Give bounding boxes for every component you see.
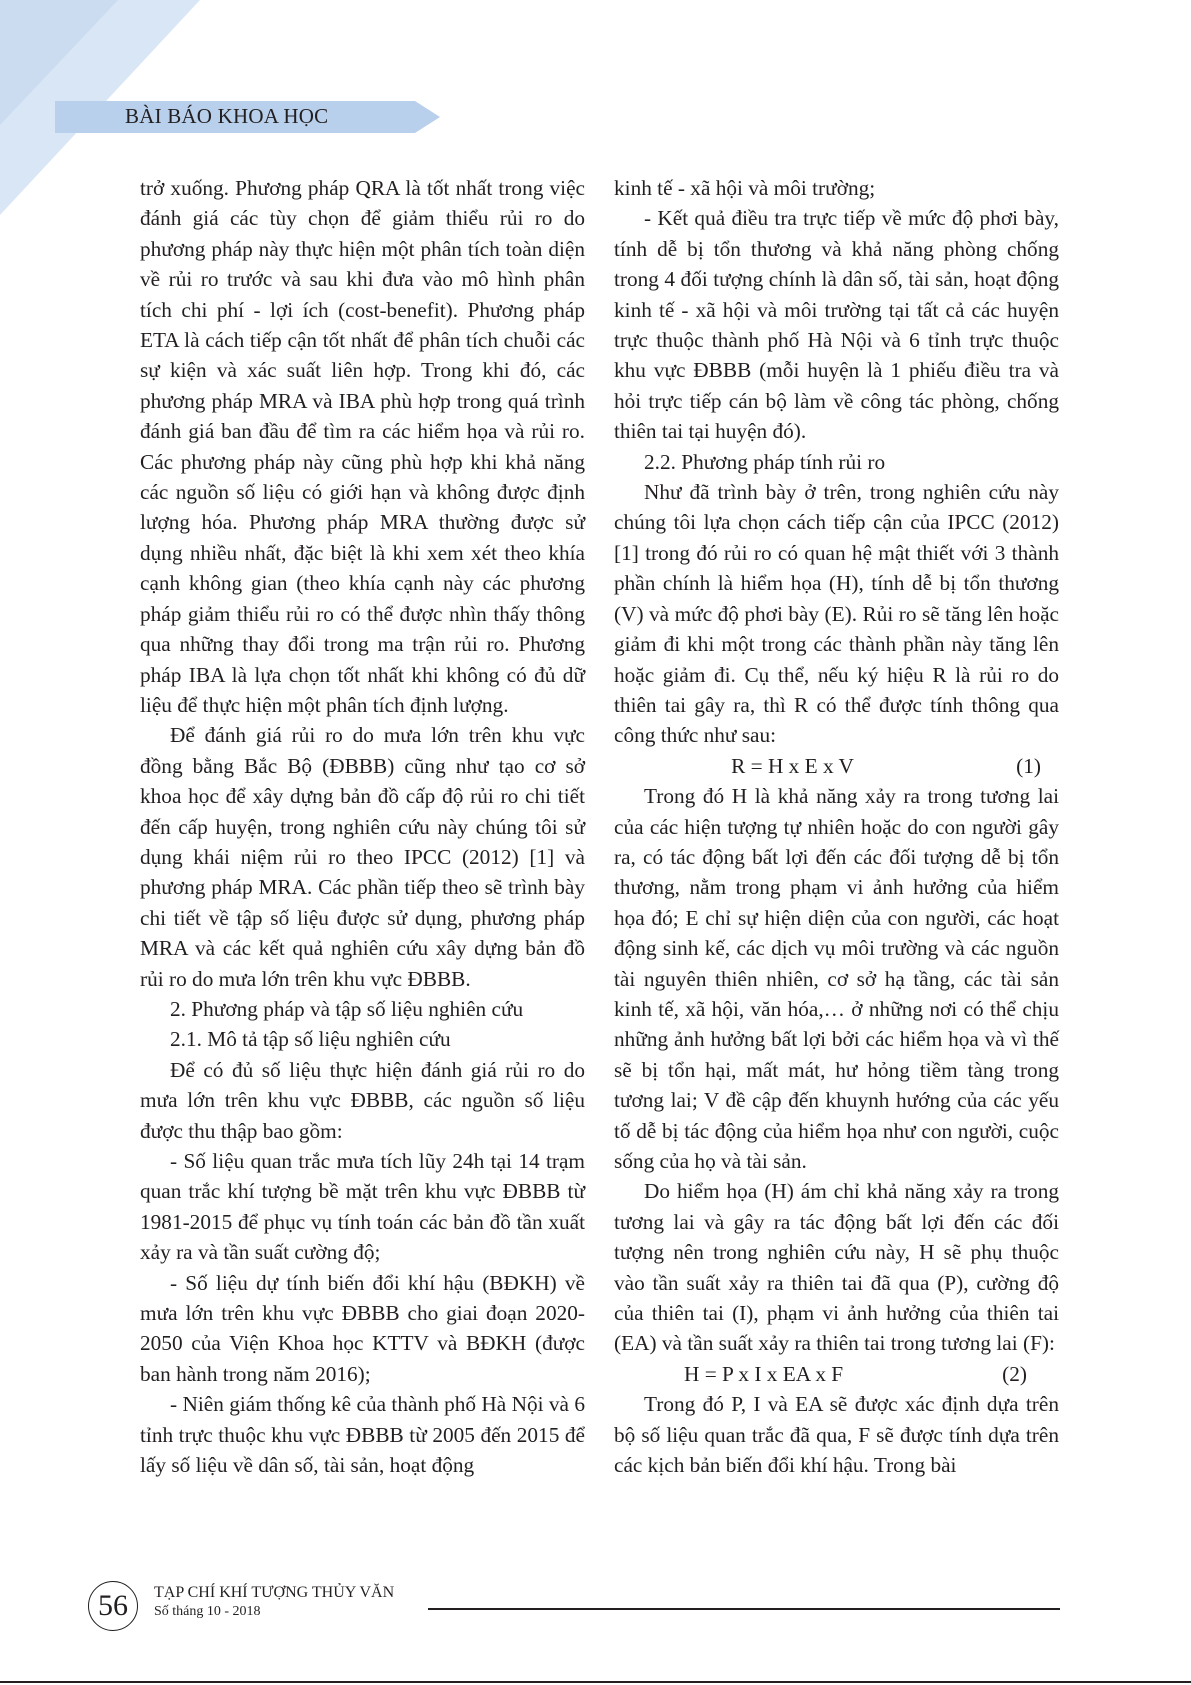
issue-label: Số tháng 10 - 2018 [154,1604,261,1619]
paragraph: Trong đó P, I và EA sẽ được xác định dựa trên bộ số liệu quan trắc đã qua, F sẽ được tính dựa trên các kịch bản biến đổi khí hậu. Trong bài [614,1392,1059,1478]
bullet-item: - Kết quả điều tra trực tiếp về mức độ phơi bày, tính dễ bị tổn thương và khả năng phòng chống trong 4 đối tượng chính là dân số, tài sản, hoạt động kinh tế - xã hội và môi trường tại tất cả các huyện trực thuộc thành phố Hà Nội và 6 tỉnh trực thuộc khu vực ĐBBB (mỗi huyện là 1 phiếu điều tra và hỏi trực tiếp cán bộ làm về công tác phòng, chống thiên tai tại huyện đó). [614,206,1059,444]
journal-name: TẠP CHÍ KHÍ TƯỢNG THỦY VĂN [154,1584,395,1601]
paragraph: Để đánh giá rủi ro do mưa lớn trên khu vực đồng bằng Bắc Bộ (ĐBBB) cũng như tạo cơ sở khoa học để xây dựng bản đồ cấp độ rủi ro chi tiết đến cấp huyện, trong nghiên cứu này chúng tôi sử dụng khái niệm rủi ro theo IPCC (2012) [1] và phương pháp MRA. Các phần tiếp theo sẽ trình bày chi tiết về tập số liệu được sử dụng, phương pháp MRA và các kết quả nghiên cứu xây dựng bản đồ rủi ro do mưa lớn trên khu vực ĐBBB. [140,723,585,991]
section-heading: 2. Phương pháp và tập số liệu nghiên cứu [170,996,524,1021]
page-number: 56 [88,1581,138,1631]
equation-2 [614,1359,1059,1389]
footer-divider [428,1608,1060,1610]
paragraph: Như đã trình bày ở trên, trong nghiên cứu này chúng tôi lựa chọn cách tiếp cận của IPCC (2012) [1] trong đó rủi ro có quan hệ mật thiết với 3 thành phần chính là hiểm họa (H), tính dễ bị tổn thương (V) và mức độ phơi bày (E). Rủi ro sẽ tăng lên hoặc giảm đi khi một trong các thành phần này tăng lên hoặc giảm đi. Cụ thể, nếu ký hiệu R là rủi ro do thiên tai gây ra, thì R có thể được tính thông qua công thức như sau: [614,480,1059,748]
paragraph: Để có đủ số liệu thực hiện đánh giá rủi ro do mưa lớn trên khu vực ĐBBB, các nguồn số liệu được thu thập bao gồm: [140,1057,585,1143]
bullet-item: - Niên giám thống kê của thành phố Hà Nội và 6 tỉnh trực thuộc khu vực ĐBBB từ 2005 đến 2015 để lấy số liệu về dân số, tài sản, hoạt động [140,1392,585,1478]
bullet-item: - Số liệu dự tính biến đổi khí hậu (BĐKH) về mưa lớn trên khu vực ĐBBB cho giai đoạn 2020-2050 của Viện Khoa học KTTV và BĐKH (được ban hành trong năm 2016); [140,1270,585,1386]
equation-number: (1) [1016,753,1041,778]
equation-text: R = H x E x V [731,753,854,778]
paragraph: kinh tế - xã hội và môi trường; [614,176,876,200]
equation-text: H = P x I x EA x F [684,1361,844,1386]
equation-number: (2) [1002,1361,1027,1386]
section-label: BÀI BÁO KHOA HỌC [125,104,329,128]
equation-1 [614,751,1059,781]
page-bottom-divider [0,1681,1191,1683]
subsection-heading: 2.2. Phương pháp tính rủi ro [644,449,886,474]
left-column [140,173,585,1480]
bullet-item: - Số liệu quan trắc mưa tích lũy 24h tại 14 trạm quan trắc khí tượng bề mặt trên khu vực ĐBBB từ 1981-2015 để phục vụ tính toán các bản đồ tần xuất xảy ra và tần suất cường độ; [140,1149,585,1265]
right-column [614,173,1059,1480]
paragraph: Do hiểm họa (H) ám chỉ khả năng xảy ra trong tương lai và gây ra tác động bất lợi đến các đối tượng nên trong nghiên cứu này, H sẽ phụ thuộc vào tần suất xảy ra thiên tai đã qua (P), cường độ của thiên tai (I), phạm vi ảnh hưởng của thiên tai (EA) và tần suất xảy ra thiên tai trong tương lai (F): [614,1179,1059,1356]
paragraph: trở xuống. Phương pháp QRA là tốt nhất trong việc đánh giá các tùy chọn để giảm thiểu rủi ro do phương pháp này thực hiện một phân tích toàn diện về rủi ro trước và sau khi đưa vào mô hình phân tích chi phí - lợi ích (cost-benefit). Phương pháp ETA là cách tiếp cận tốt nhất để phân tích chuỗi các sự kiện và xác suất liên hợp. Trong khi đó, các phương pháp MRA và IBA phù hợp trong quá trình đánh giá ban đầu để tìm ra các hiểm họa và rủi ro. Các phương pháp này cũng phù hợp khi khả năng các nguồn số liệu có giới hạn và không được định lượng hóa. Phương pháp MRA thường được sử dụng nhiều nhất, đặc biệt là khi xem xét theo khía cạnh không gian (theo khía cạnh này các phương pháp giảm thiểu rủi ro có thể được nhìn thấy thông qua những thay đổi trong ma trận rủi ro. Phương pháp IBA là lựa chọn tốt nhất khi không có đủ dữ liệu để thực hiện một phân tích định lượng. [140,176,585,717]
paragraph: Trong đó H là khả năng xảy ra trong tương lai của các hiện tượng tự nhiên hoặc do con người gây ra, có tác động bất lợi đến các đối tượng dễ bị tổn thương, nằm trong phạm vi ảnh hưởng của hiểm họa đó; E chỉ sự hiện diện của con người, các hoạt động sinh kế, các dịch vụ môi trường và các nguồn tài nguyên thiên nhiên, cơ sở hạ tầng, các tài sản kinh tế, xã hội, văn hóa,… ở những nơi có thể chịu những ảnh hưởng bất lợi bởi các hiểm họa và vì thế sẽ bị tổn hại, mất mát, hư hỏng tiềm tàng trong tương lai; V đề cập đến khuynh hướng của các yếu tố dễ bị tác động của hiểm họa như con người, cuộc sống của họ và tài sản. [614,784,1059,1173]
subsection-heading: 2.1. Mô tả tập số liệu nghiên cứu [170,1027,451,1052]
